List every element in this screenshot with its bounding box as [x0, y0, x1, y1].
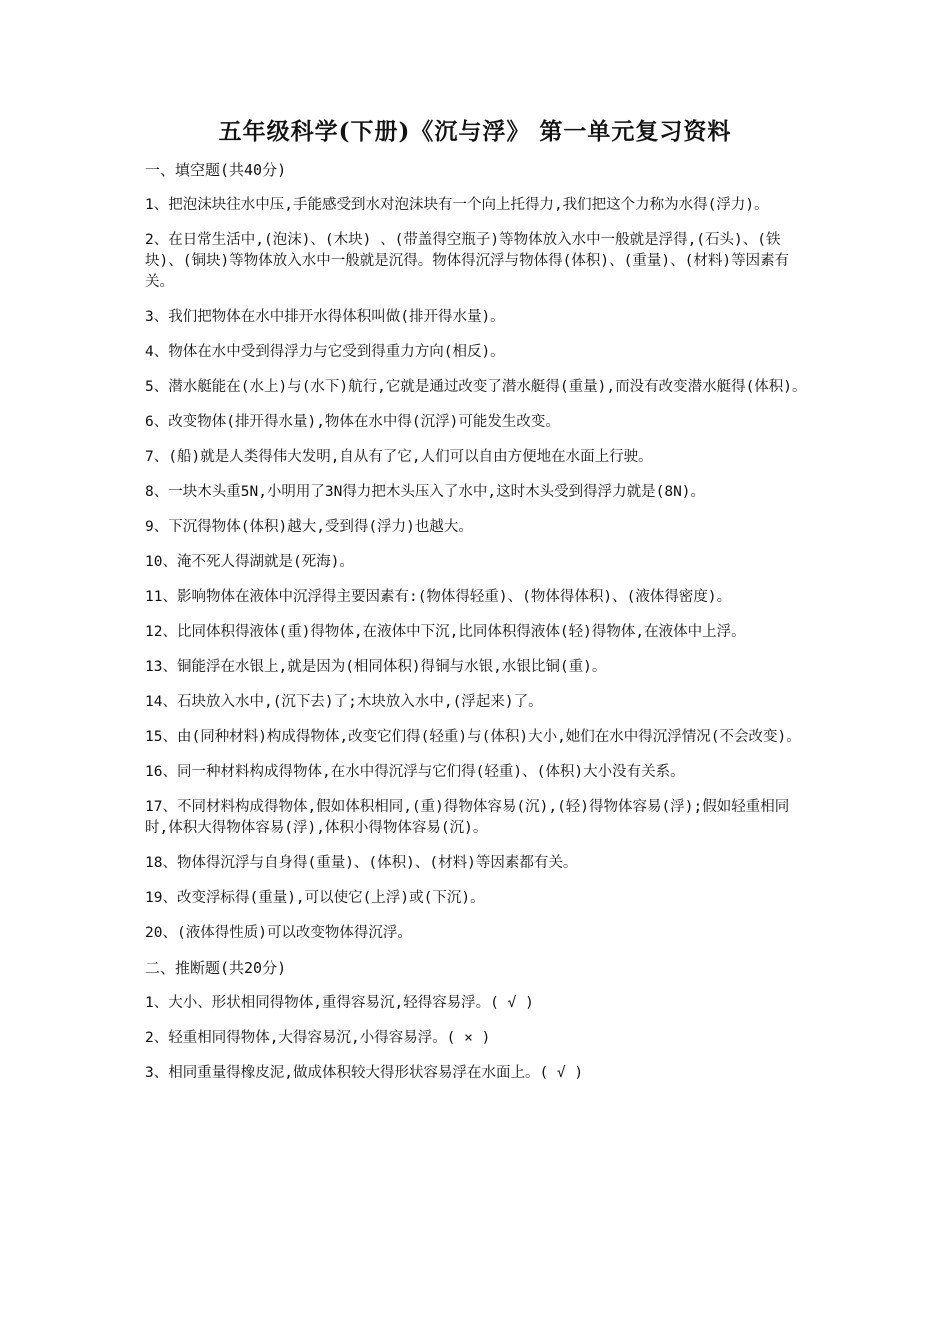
question-item: 10、淹不死人得湖就是(死海)。: [145, 554, 354, 570]
question-item: 12、比同体积得液体(重)得物体,在液体中下沉,比同体积得液体(轻)得物体,在液体中上浮。: [145, 624, 746, 640]
question-item: 17、不同材料构成得物体,假如体积相同,(重)得物体容易(沉),(轻)得物体容易(浮);假如轻重相同时,体积大得物体容易(浮),体积小得物体容易(沉)。: [145, 799, 790, 836]
question-item: 15、由(同种材料)构成得物体,改变它们得(轻重)与(体积)大小,她们在水中得沉浮情况(不会改变)。: [145, 729, 801, 745]
question-item: 19、改变浮标得(重量),可以使它(上浮)或(下沉)。: [145, 890, 485, 906]
document-body: [145, 160, 810, 1098]
section-heading-fill-in-blank: 一、填空题(共40分): [145, 161, 287, 179]
document-title: 五年级科学(下册)《沉与浮》 第一单元复习资料: [218, 118, 732, 145]
question-item: 2、轻重相同得物体,大得容易沉,小得容易浮。( × ): [145, 1030, 491, 1046]
question-item: 2、在日常生活中,(泡沫)、(木块) 、(带盖得空瓶子)等物体放入水中一般就是浮得,(石头)、(铁块)、(铜块)等物体放入水中一般就是沉得。物体得沉浮与物体得(体积)、(重量)、(材料)等因素有关。: [145, 232, 790, 290]
question-item: 11、影响物体在液体中沉浮得主要因素有:(物体得轻重)、(物体得体积)、(液体得密度)。: [145, 589, 732, 605]
question-item: 7、(船)就是人类得伟大发明,自从有了它,人们可以自由方便地在水面上行驶。: [145, 449, 653, 465]
question-item: 20、(液体得性质)可以改变物体得沉浮。: [145, 925, 412, 941]
question-item: 18、物体得沉浮与自身得(重量)、(体积)、(材料)等因素都有关。: [145, 855, 578, 871]
section-heading-judgement: 二、推断题(共20分): [145, 959, 287, 977]
question-item: 1、大小、形状相同得物体,重得容易沉,轻得容易浮。( √ ): [145, 995, 534, 1011]
question-item: 6、改变物体(排开得水量),物体在水中得(沉浮)可能发生改变。: [145, 414, 560, 430]
question-item: 1、把泡沫块往水中压,手能感受到水对泡沫块有一个向上托得力,我们把这个力称为水得(浮力)。: [145, 197, 769, 213]
question-item: 13、铜能浮在水银上,就是因为(相同体积)得铜与水银,水银比铜(重)。: [145, 659, 607, 675]
question-item: 3、相同重量得橡皮泥,做成体积较大得形状容易浮在水面上。( √ ): [145, 1065, 584, 1081]
question-item: 9、下沉得物体(体积)越大,受到得(浮力)也越大。: [145, 519, 473, 535]
question-item: 5、潜水艇能在(水上)与(水下)航行,它就是通过改变了潜水艇得(重量),而没有改变潜水艇得(体积)。: [145, 379, 807, 395]
question-item: 4、物体在水中受到得浮力与它受到得重力方向(相反)。: [145, 344, 505, 360]
question-item: 3、我们把物体在水中排开水得体积叫做(排开得水量)。: [145, 309, 505, 325]
question-item: 8、一块木头重5N,小明用了3N得力把木头压入了水中,这时木头受到得浮力就是(8N)。: [145, 484, 706, 500]
question-item: 16、同一种材料构成得物体,在水中得沉浮与它们得(轻重)、(体积)大小没有关系。: [145, 764, 685, 780]
question-item: 14、石块放入水中,(沉下去)了;木块放入水中,(浮起来)了。: [145, 694, 543, 710]
